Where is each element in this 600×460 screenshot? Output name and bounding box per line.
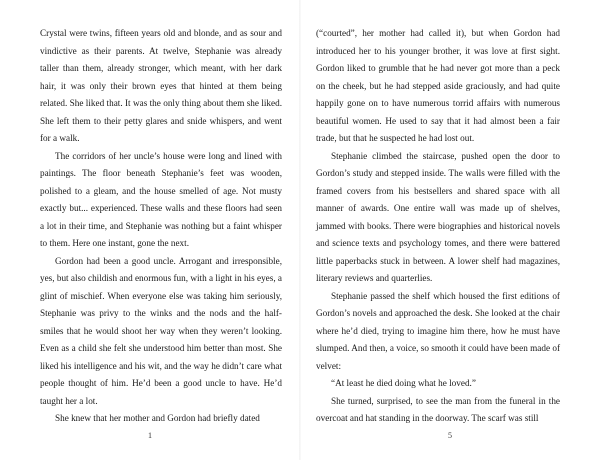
paragraph: (“courted”, her mother had called it), but when Gordon had introduced her to his younger brother, it was love at first sight. Gordon liked to grumble that he had never got more than a peck on the cheek, but he had stepped aside graciously, and had quite happily gone on to have numerous torrid affairs with numerous beautiful women. He used to say that it had almost been a fair trade, but that he suspected he had lost out.	[316, 28, 560, 143]
page-number: 1	[148, 431, 152, 440]
paragraph: She turned, surprised, to see the man from the funeral in the overcoat and hat standing in the doorway. The scarf was still	[316, 395, 560, 423]
page-number: 5	[448, 431, 452, 440]
right-page	[300, 0, 600, 460]
right-page-text	[316, 25, 560, 428]
paragraph: “At least he died doing what he loved.”	[331, 378, 476, 388]
paragraph: Gordon had been a good uncle. Arrogant and irresponsible, yes, but also childish and enormous fun, with a light in his eyes, a glint of mischief. When everyone else was taking him seriously, Stephanie was privy to the winks and the nods and the half-smiles that he would shoot her way when they weren’t looking. Even as a child she felt she understood him better than most. She liked his intelligence and his wit, and the way he didn’t care what people thought of him. He’d been a good uncle to have. He’d taught her a lot.	[40, 255, 282, 406]
left-page-text	[40, 25, 282, 428]
paragraph: Stephanie climbed the staircase, pushed open the door to Gordon’s study and stepped inside. The walls were filled with the framed covers from his bestsellers and shared space with all manner of awards. One entire wall was made up of shelves, jammed with books. There were biographies and historical novels and science texts and psychology tomes, and there were battered little paperbacks stuck in between. A lower shelf had magazines, literary reviews and quarterlies.	[316, 150, 560, 283]
paragraph: She knew that her mother and Gordon had briefly dated	[55, 413, 260, 423]
paragraph: Stephanie passed the shelf which housed the first editions of Gordon’s novels and approached the desk. She looked at the chair where he’d died, trying to imagine him there, how he must have slumped. And then, a voice, so smooth it could have been made of velvet:	[316, 290, 560, 371]
paragraph: Crystal were twins, fifteen years old and blonde, and as sour and vindictive as their parents. At twelve, Stephanie was already taller than them, already stronger, which meant, with her dark hair, it was only their brown eyes that hinted at them being related. She liked that. It was the only thing about them she liked. She left them to their petty glares and snide whispers, and went for a walk.	[40, 28, 282, 143]
paragraph: The corridors of her uncle’s house were long and lined with paintings. The floor beneath Stephanie’s feet was wooden, polished to a gleam, and the house smelled of age. Not musty exactly but... experienced. These walls and these floors had seen a lot in their time, and Stephanie was nothing but a faint whisper to them. Here one instant, gone the next.	[40, 150, 282, 248]
